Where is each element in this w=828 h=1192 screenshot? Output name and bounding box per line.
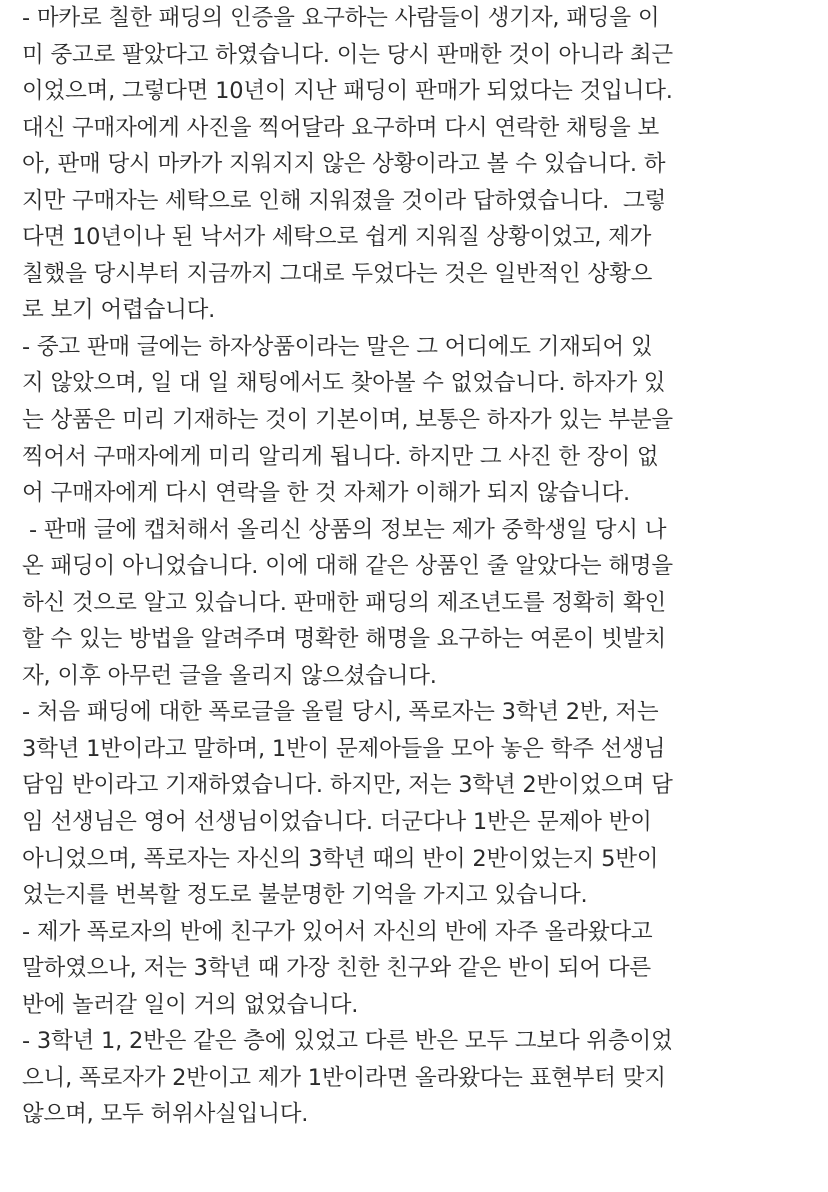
text-line: 말하였으나, 저는 3학년 때 가장 친한 친구와 같은 반이 되어 다른	[22, 955, 651, 982]
document-body	[22, 0, 818, 1133]
text-line: 자, 이후 아무런 글을 올리지 않으셨습니다.	[22, 662, 437, 689]
text-line: - 제가 폭로자의 반에 친구가 있어서 자신의 반에 자주 올라왔다고	[22, 918, 653, 945]
text-line: 않으며, 모두 허위사실입니다.	[22, 1101, 309, 1128]
text-line: - 판매 글에 캡처해서 올리신 상품의 정보는 제가 중학생일 당시 나	[22, 516, 667, 543]
text-line: - 중고 판매 글에는 하자상품이라는 말은 그 어디에도 기재되어 있	[22, 333, 653, 360]
text-line: 임 선생님은 영어 선생님이었습니다. 더군다나 1반은 문제아 반이	[22, 809, 652, 836]
text-line: 할 수 있는 방법을 알려주며 명확한 해명을 요구하는 여론이 빗발치	[22, 626, 667, 653]
text-line: 대신 구매자에게 사진을 찍어달라 요구하며 다시 연락한 채팅을 보	[22, 114, 660, 141]
text-line: - 3학년 1, 2반은 같은 층에 있었고 다른 반은 모두 그보다 위층이었	[22, 1028, 673, 1055]
text-line: 는 상품은 미리 기재하는 것이 기본이며, 보통은 하자가 있는 부분을	[22, 407, 673, 434]
text-line: - 마카로 칠한 패딩의 인증을 요구하는 사람들이 생기자, 패딩을 이	[22, 5, 660, 31]
text-line: 지만 구매자는 세탁으로 인해 지워졌을 것이라 답하였습니다. 그렇	[22, 187, 667, 214]
text-line: 칠했을 당시부터 지금까지 그대로 두었다는 것은 일반적인 상황으	[22, 260, 653, 287]
text-line: 담임 반이라고 기재하였습니다. 하지만, 저는 3학년 2반이었으며 담	[22, 772, 673, 799]
text-line: 반에 놀러갈 일이 거의 없었습니다.	[22, 991, 359, 1018]
text-line: 하신 것으로 알고 있습니다. 판매한 패딩의 제조년도를 정확히 확인	[22, 589, 667, 616]
text-line: 었는지를 번복할 정도로 불분명한 기억을 가지고 있습니다.	[22, 882, 588, 909]
text-line: 찍어서 구매자에게 미리 알리게 됩니다. 하지만 그 사진 한 장이 없	[22, 443, 659, 470]
text-line: 아니었으며, 폭로자는 자신의 3학년 때의 반이 2반이었는지 5반이	[22, 845, 659, 872]
text-line: 로 보기 어렵습니다.	[22, 297, 216, 324]
text-line: 아, 판매 당시 마카가 지워지지 않은 상황이라고 볼 수 있습니다. 하	[22, 151, 666, 178]
text-line: - 처음 패딩에 대한 폭로글을 올릴 당시, 폭로자는 3학년 2반, 저는	[22, 699, 659, 726]
text-line: 다면 10년이나 된 낙서가 세탁으로 쉽게 지워질 상황이었고, 제가	[22, 224, 652, 251]
text-line: 으니, 폭로자가 2반이고 제가 1반이라면 올라왔다는 표현부터 맞지	[22, 1064, 666, 1091]
text-line: 이었으며, 그렇다면 10년이 지난 패딩이 판매가 되었다는 것입니다.	[22, 78, 673, 105]
text-line: 미 중고로 팔았다고 하였습니다. 이는 당시 판매한 것이 아니라 최근	[22, 41, 673, 68]
text-line: 온 패딩이 아니었습니다. 이에 대해 같은 상품인 줄 알았다는 해명을	[22, 553, 673, 580]
text-line: 어 구매자에게 다시 연락을 한 것 자체가 이해가 되지 않습니다.	[22, 480, 630, 507]
text-line: 지 않았으며, 일 대 일 채팅에서도 찾아볼 수 없었습니다. 하자가 있	[22, 370, 666, 397]
text-line: 3학년 1반이라고 말하며, 1반이 문제아들을 모아 놓은 학주 선생님	[22, 735, 666, 762]
